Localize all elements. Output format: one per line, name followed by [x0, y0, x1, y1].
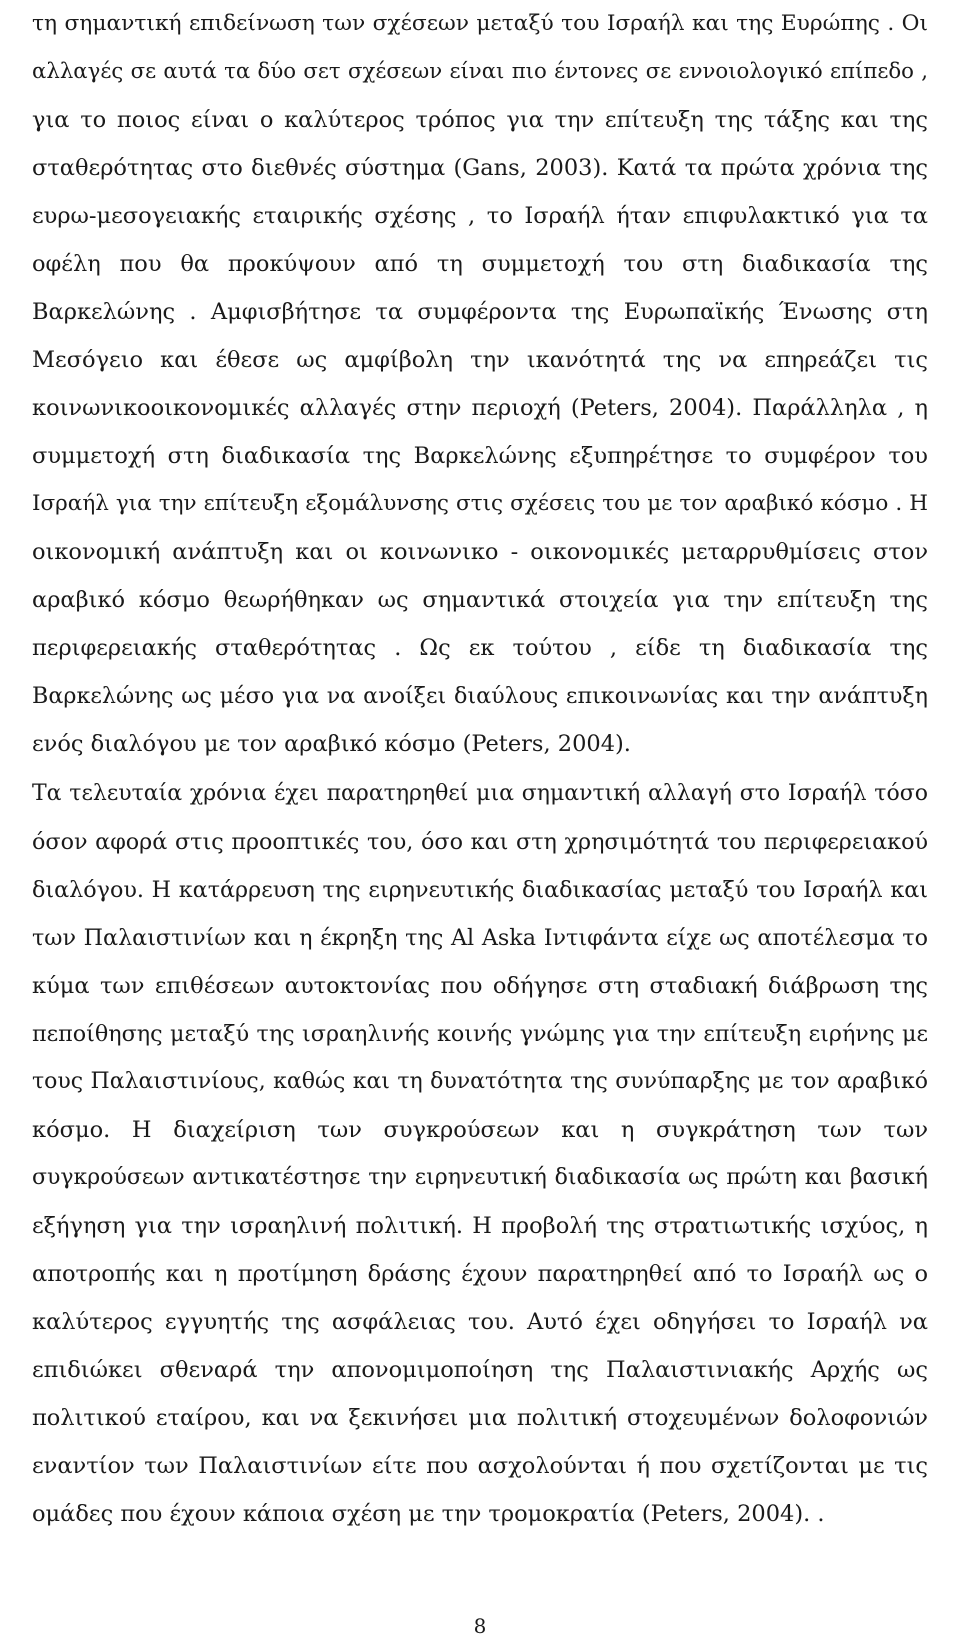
text-line: τους Παλαιστινίους, καθώς και τη δυνατότητα της συνύπαρξης με τον αραβικό [32, 1069, 928, 1094]
paragraph-2 [32, 770, 928, 1538]
text-line: εναντίον των Παλαιστινίων είτε που ασχολούνται ή που σχετίζονται με τις [32, 1453, 928, 1479]
text-line: Βαρκελώνης . Αμφισβήτησε τα συμφέροντα της Ευρωπαϊκής Ένωσης στη [32, 299, 928, 325]
text-line: περιφερειακής σταθερότητας . Ως εκ τούτου , είδε τη διαδικασία της [32, 635, 928, 661]
text-line: Τα τελευταία χρόνια έχει παρατηρηθεί μια σημαντική αλλαγή στο Ισραήλ τόσο [32, 781, 928, 806]
text-line: πολιτικού εταίρου, και να ξεκινήσει μια πολιτική στοχευμένων δολοφονιών [32, 1405, 928, 1431]
text-line: τη σημαντική επιδείνωση των σχέσεων μεταξύ του Ισραήλ και της Ευρώπης . Οι [32, 11, 928, 36]
text-line: αραβικό κόσμο θεωρήθηκαν ως σημαντικά στοιχεία για την επίτευξη της [32, 587, 928, 613]
text-line-last: ενός διαλόγου με τον αραβικό κόσμο (Peters, 2004). [32, 731, 631, 757]
text-line: κύμα των επιθέσεων αυτοκτονίας που οδήγησε στη σταδιακή διάβρωση της [32, 973, 928, 999]
text-line-last: ομάδες που έχουν κάποια σχέση με την τρομοκρατία (Peters, 2004). . [32, 1501, 825, 1527]
text-line: Βαρκελώνης ως μέσο για να ανοίξει διαύλους επικοινωνίας και την ανάπτυξη [32, 683, 928, 709]
text-line: κοινωνικοοικονομικές αλλαγές στην περιοχή (Peters, 2004). Παράλληλα , η [32, 395, 928, 421]
text-line: οφέλη που θα προκύψουν από τη συμμετοχή του στη διαδικασία της [32, 251, 928, 277]
paragraph-1 [32, 0, 928, 768]
text-line: για το ποιος είναι ο καλύτερος τρόπος για την επίτευξη της τάξης και της [32, 107, 928, 133]
text-line: οικονομική ανάπτυξη και οι κοινωνικο - οικονομικές μεταρρυθμίσεις στον [32, 539, 928, 565]
text-line: αλλαγές σε αυτά τα δύο σετ σχέσεων είναι πιο έντονες σε εννοιολογικό επίπεδο , [32, 59, 928, 84]
text-line: κόσμο. Η διαχείριση των συγκρούσεων και η συγκράτηση των των [32, 1117, 928, 1143]
text-line: σταθερότητας στο διεθνές σύστημα (Gans, 2003). Κατά τα πρώτα χρόνια της [32, 155, 928, 181]
text-line: όσον αφορά στις προοπτικές του, όσο και στη χρησιμότητά του περιφερειακού [32, 829, 928, 855]
text-line: πεποίθησης μεταξύ της ισραηλινής κοινής γνώμης για την επίτευξη ειρήνης με [32, 1021, 928, 1047]
text-line: επιδιώκει σθεναρά την απονομιμοποίηση της Παλαιστινιακής Αρχής ως [32, 1357, 928, 1383]
text-line: καλύτερος εγγυητής της ασφάλειας του. Αυτό έχει οδηγήσει το Ισραήλ να [32, 1309, 928, 1335]
text-line: αποτροπής και η προτίμηση δράσης έχουν παρατηρηθεί από το Ισραήλ ως ο [32, 1261, 928, 1287]
text-line: Μεσόγειο και έθεσε ως αμφίβολη την ικανότητά της να επηρεάζει τις [32, 347, 928, 373]
text-line: των Παλαιστινίων και η έκρηξη της Al Aska Ιντιφάντα είχε ως αποτέλεσμα το [32, 925, 928, 951]
text-line: Ισραήλ για την επίτευξη εξομάλυνσης στις σχέσεις του με τον αραβικό κόσμο . Η [32, 491, 928, 516]
text-line: διαλόγου. Η κατάρρευση της ειρηνευτικής διαδικασίας μεταξύ του Ισραήλ και [32, 877, 928, 903]
page-number: 8 [473, 1614, 487, 1638]
text-line: ευρω-μεσογειακής εταιρικής σχέσης , το Ισραήλ ήταν επιφυλακτικό για τα [32, 203, 928, 229]
text-line: εξήγηση για την ισραηλινή πολιτική. Η προβολή της στρατιωτικής ισχύος, η [32, 1213, 928, 1239]
text-line: συμμετοχή στη διαδικασία της Βαρκελώνης εξυπηρέτησε το συμφέρον του [32, 443, 928, 469]
text-line: συγκρούσεων αντικατέστησε την ειρηνευτική διαδικασία ως πρώτη και βασική [32, 1165, 928, 1190]
